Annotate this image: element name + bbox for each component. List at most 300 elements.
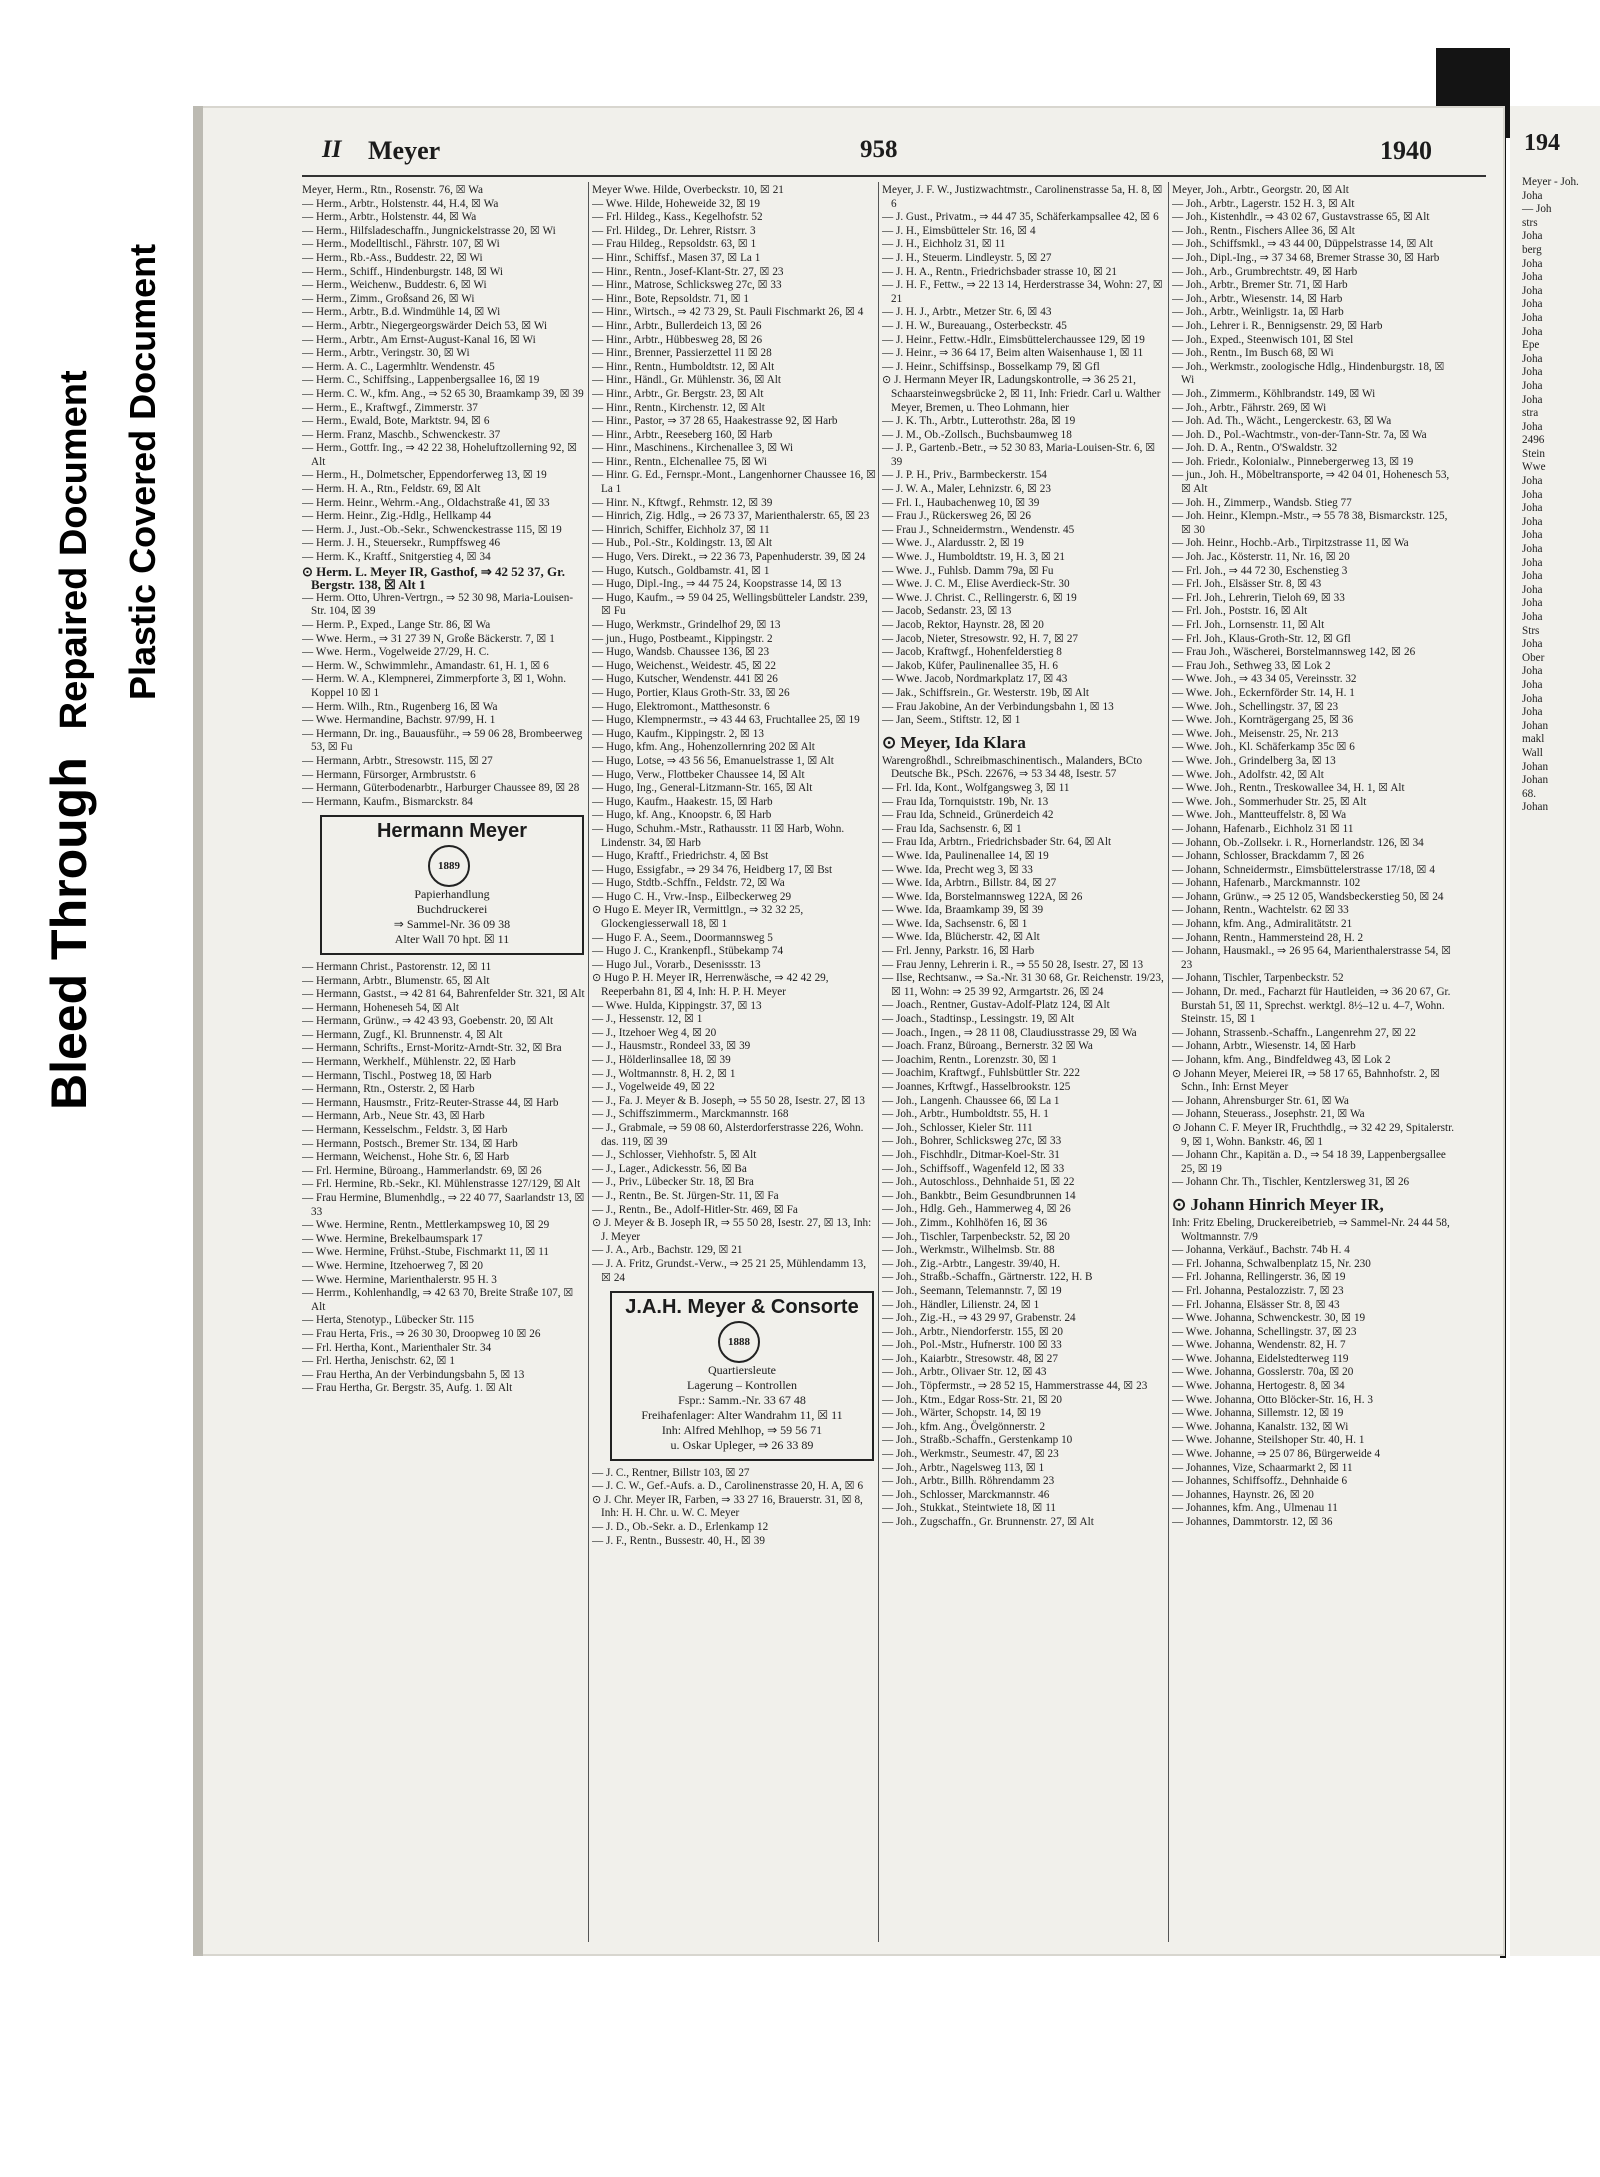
listing-entry: — Johann, Hafenarb., Eichholz 31 ☒ 11 [1172, 822, 1354, 835]
listing-entry: — Wwe. J., Alardusstr. 2, ☒ 19 [882, 537, 1024, 550]
header-rule [302, 175, 1486, 177]
listing-entry: — Wwe. Hermandine, Bachstr. 97/99, H. 1 [302, 714, 496, 727]
listing-entry: ⊙ J. Chr. Meyer IR, Farben, ⇒ 33 27 16, Brauerstr. 31, ☒ 8, Inh: H. H. Chr. u. W. C. Meyer [592, 1493, 863, 1520]
listing-entry: — Herm., Arbtr., Holstenstr. 44, ☒ Wa [302, 211, 477, 224]
listing-entry: — Joh., Ktm., Edgar Ross-Str. 21, ☒ 20 [882, 1393, 1063, 1406]
listing-entry: — Frl. I., Haubachenweg 10, ☒ 39 [882, 496, 1040, 509]
listing-entry: — Hermann, Arbtr., Blumenstr. 65, ☒ Alt [302, 974, 490, 987]
listing-entry: — Joachim, Kraftwgf., Fuhlsbüttler Str. 222 [882, 1067, 1080, 1080]
listing-entry: — Herrm., Kohlenhandlg, ⇒ 42 63 70, Breite Straße 107, ☒ Alt [302, 1287, 574, 1313]
listing-entry: — Wwe. J., Humboldtstr. 19, H. 3, ☒ 21 [882, 551, 1065, 564]
listing-entry: — Wwe. Joh., Kornträgergang 25, ☒ 36 [1172, 714, 1354, 727]
strip-line: Strs [1522, 624, 1540, 637]
listing-entry: — Joh., Schlosser, Marckmannstr. 46 [882, 1488, 1050, 1501]
listing-entry: — Frau Joh., Wäscherei, Borstelmannsweg 142, ☒ 26 [1172, 646, 1416, 659]
listing-entry: — Johann, Dr. med., Facharzt für Hautleiden, ⇒ 36 20 67, Gr. Burstah 51, ☒ 11, Sprechst. werktgl. 8½–12 u. 4–7, Wohn. Steinstr. 15, ☒ 1 [1172, 986, 1451, 1026]
bleed-text: Bleed Through [41, 757, 97, 1110]
listing-entry: — Wwe. Ida, Paulinenallee 14, ☒ 19 [882, 849, 1049, 862]
listing-entry: — Wwe. J. Christ. C., Rellingerstr. 6, ☒ 19 [882, 591, 1077, 604]
ad-seal: 1888 [718, 1321, 760, 1363]
listing-entry: — Herm. C. W., kfm. Ang., ⇒ 52 65 30, Braamkamp 39, ☒ 39 [302, 387, 584, 400]
listing-entry: — Wwe. Joh., Sommerhuder Str. 25, ☒ Alt [1172, 795, 1367, 808]
listing-entry: — Ilse, Rechtsanw., ⇒ Sa.-Nr. 31 30 68, Gr. Reichenstr. 19/23, ☒ 11, Wohn: ⇒ 25 39 92, Armgartstr. 26, ☒ 24 [882, 972, 1164, 998]
ad-name: Hermann Meyer [376, 820, 528, 843]
listing-entry: — Frau Ida, Schneid., Grünerdeich 42 [882, 809, 1054, 822]
ad-line: Buchdruckerei [416, 901, 488, 916]
listing-entry: — Joh., Töpfermstr., ⇒ 28 52 15, Hammerstrasse 44, ☒ 23 [882, 1380, 1148, 1393]
listing-entry: — Wwe. Joh., Adolfstr. 42, ☒ Alt [1172, 768, 1324, 781]
listing-entry: — Frl. Johanna, Pestalozzistr. 7, ☒ 23 [1172, 1284, 1344, 1297]
listing-entry: — Joh. Heinr., Klempn.-Mstr., ⇒ 55 78 38, Bismarckstr. 125, ☒ 30 [1172, 510, 1448, 536]
strip-line: stra [1522, 407, 1539, 420]
listing-entry: — J. Heinr., Schiffsinsp., Bosselkamp 79, ☒ Gfl [882, 360, 1100, 373]
listing-entry: — Herm. W. A., Klempnerei, Zimmerpforte 3, ☒ 1, Wohn. Koppel 10 ☒ 1 [302, 673, 567, 699]
listing-entry: — Wwe. Hermine, Itzehoerweg 7, ☒ 20 [302, 1259, 483, 1272]
listing-entry: — Johann, Hafenarb., Marckmannstr. 102 [1172, 877, 1361, 890]
strip-line: strs [1522, 216, 1538, 229]
listing-entry: — Joh., Arbtr., Wiesenstr. 14, ☒ Harb [1172, 292, 1343, 305]
listing-entry: ⊙ J. Meyer & B. Joseph IR, ⇒ 55 50 28, Isestr. 27, ☒ 13, Inh: J. Meyer [592, 1217, 872, 1243]
listing-entry: — Wwe. Joh., Rentn., Treskowallee 34, H. 1, ☒ Alt [1172, 782, 1405, 795]
strip-line: Joha [1522, 189, 1543, 202]
listing-entry: — Frl. Joh., Klaus-Groth-Str. 12, ☒ Gfl [1172, 632, 1351, 645]
listing-entry: — Joh., Arbtr., Nagelsweg 113, ☒ 1 [882, 1461, 1045, 1474]
listing-entry: — J., Fa. J. Meyer & B. Joseph, ⇒ 55 50 28, Isestr. 27, ☒ 13 [592, 1094, 865, 1107]
listing-entry: — Wwe. Joh., Grindelberg 3a, ☒ 13 [1172, 754, 1336, 767]
listing-entry: — Johann Chr., Kapitän a. D., ⇒ 54 18 39, Lappenbergsallee 25, ☒ 19 [1172, 1149, 1446, 1175]
listing-entry: — Johannes, kfm. Ang., Ulmenau 11 [1172, 1502, 1338, 1515]
column-1 [302, 184, 588, 1944]
listing-entry: — Johann, Schneidermstr., Eimsbüttelerstrasse 17/18, ☒ 4 [1172, 863, 1435, 876]
listing-entry: — Herm., Arbtr., Niegergeorgswärder Deich 53, ☒ Wi [302, 319, 548, 332]
ad-seal: 1889 [428, 845, 470, 887]
listing-entry: — Hermann, Weichenst., Hohe Str. 6, ☒ Harb [302, 1151, 510, 1164]
listing-entry: — Joh., Straßb.-Schaffn., Gärtnerstr. 122, H. B [882, 1271, 1093, 1284]
listing-entry: — Joh., Pol.-Mstr., Hufnerstr. 100 ☒ 33 [882, 1339, 1062, 1352]
listing-entry: — Hinr. G. Ed., Fernspr.-Mont., Langenhorner Chaussee 16, ☒ La 1 [592, 469, 877, 496]
listing-entry: — Johannes, Haynstr. 26, ☒ 20 [1172, 1488, 1314, 1501]
listing-entry: — Frau Hertha, Gr. Bergstr. 35, Aufg. 1. ☒ Alt [302, 1382, 513, 1395]
listing-entry: — Herm., Hilfsladeschaffn., Jungnickelstrasse 20, ☒ Wi [302, 224, 556, 237]
listing-entry: — Joh., Händler, Lilienstr. 24, ☒ 1 [882, 1298, 1040, 1311]
listing-entry: — Hinr., Arbtr., Gr. Bergstr. 23, ☒ Alt [592, 387, 764, 400]
listing-entry: — Joh., Schlosser, Kieler Str. 111 [882, 1121, 1033, 1134]
listing-entry: — Wwe. Joh., Meisenstr. 25, Nr. 213 [1172, 727, 1339, 740]
listing-entry: — Wwe. Johanna, Kanalstr. 132, ☒ Wi [1172, 1420, 1349, 1433]
listing-entry: — Frau Jakobine, An der Verbindungsbahn 1, ☒ 13 [882, 700, 1114, 713]
listing-entry: — Joh., Werkmstr., Wilhelmsb. Str. 88 [882, 1244, 1055, 1257]
next-page-strip [1510, 106, 1600, 1956]
ad-name: J.A.H. Meyer & Consorte [625, 1296, 859, 1319]
column-4 [1172, 184, 1458, 1944]
listing-entry: — Johann, kfm. Ang., Admiralitätstr. 21 [1172, 918, 1353, 931]
listing-entry: — Hugo, Klempnermstr., ⇒ 43 44 63, Fruchtallee 25, ☒ 19 [592, 714, 860, 727]
advertisement-box [320, 815, 584, 955]
listing-entry: — Hermann, Zugf., Kl. Brunnenstr. 4, ☒ Alt [302, 1028, 503, 1041]
listing-entry: ⊙ Herm. L. Meyer IR, Gasthof, ⇒ 42 52 37, Gr. Bergstr. 138, ☒ Alt 1 [302, 563, 565, 593]
listing-entry: — Johann, Schlosser, Brackdamm 7, ☒ 26 [1172, 850, 1364, 863]
listing-entry: — J., Vogelweide 49, ☒ 22 [592, 1081, 715, 1094]
listing-entry: — Hugo, Elektromont., Matthesonstr. 6 [592, 700, 770, 713]
strip-line: Wwe [1522, 461, 1546, 474]
listing-entry: — Frau Hermine, Blumenhdlg., ⇒ 22 40 77, Saarlandstr 13, ☒ 33 [302, 1192, 585, 1218]
strip-line: makl [1522, 733, 1545, 746]
listing-entry: — Joh. D. A., Rentn., O'Swaldstr. 32 [1172, 442, 1338, 455]
strip-line: Joha [1522, 502, 1543, 515]
listing-entry: — Jacob, Rektor, Haynstr. 28, ☒ 20 [882, 619, 1044, 631]
listing-entry: — Johann, Arbtr., Wiesenstr. 14, ☒ Harb [1172, 1040, 1356, 1053]
strip-line: 68. [1522, 787, 1536, 800]
listing-entry: — J. H., Eichholz 31, ☒ 11 [882, 238, 1006, 251]
listing-entry: — Hugo, Kutscher, Wendenstr. 441 ☒ 26 [592, 673, 778, 686]
listing-entry: — Hermann, Rtn., Osterstr. 2, ☒ Harb [302, 1083, 475, 1096]
listing-entry: — Herm., H., Dolmetscher, Eppendorferweg 13, ☒ 19 [302, 469, 547, 482]
listing-entry: — Frl. Joh., Elsässer Str. 8, ☒ 43 [1172, 578, 1322, 591]
listing-entry: — J. H. A., Rentn., Friedrichsbader strasse 10, ☒ 21 [882, 265, 1117, 278]
listing-entry: — Frl. Johanna, Rellingerstr. 36, ☒ 19 [1172, 1271, 1346, 1284]
listing-entry: — Frl. Hertha, Jenischstr. 62, ☒ 1 [302, 1355, 455, 1368]
listing-entry: — Hugo, Ing., General-Litzmann-Str. 165, ☒ Alt [592, 782, 813, 795]
listing-entry: — Joh., Rentn., Im Busch 68, ☒ Wi [1172, 347, 1334, 360]
listing-entry: — J. K. Th., Arbtr., Lutterothstr. 28a, ☒ 19 [882, 415, 1076, 428]
strip-line: Johan [1522, 719, 1549, 732]
listing-entry: — Hermann, Schrifts., Ernst-Moritz-Arndt-Str. 32, ☒ Bra [302, 1042, 562, 1055]
listing-entry: — J., Grabmale, ⇒ 59 08 60, Alsterdorferstrasse 226, Wohn. das. 119, ☒ 39 [592, 1121, 864, 1148]
listing-entry: — Wwe. Johanna, Eidelstedterweg 119 [1172, 1352, 1349, 1365]
advertisement-box [610, 1291, 874, 1461]
strip-line: — Joh [1522, 203, 1552, 216]
strip-line: Joha [1522, 257, 1543, 270]
listing-entry: — Herm. H. A., Rtn., Feldstr. 69, ☒ Alt [302, 483, 481, 496]
listing-entry: — Joh., Werkmstr., Seumestr. 47, ☒ 23 [882, 1448, 1059, 1461]
listing-entry: — Hugo Jul., Vorarb., Desenissstr. 13 [592, 958, 761, 971]
listing-entry: Warengroßhdl., Schreibmaschinentisch., Malanders, BCto Deutsche Bk., PSch. 22676, ⇒ 53 34 48, Isestr. 57 [882, 754, 1143, 781]
listing-entry: — Herm., Rb.-Ass., Buddestr. 22, ☒ Wi [302, 251, 483, 264]
listing-entry: — Herm., Schiff., Hindenburgstr. 148, ☒ Wi [302, 265, 503, 278]
listing-entry: — Hinr., Matrose, Schlicksweg 27c, ☒ 33 [592, 279, 782, 292]
listing-entry: — Wwe. Joh., Mantteuffelstr. 8, ☒ Wa [1172, 809, 1347, 822]
scan-binding-edge [193, 106, 203, 1956]
strip-line: Joha [1522, 325, 1543, 338]
listing-entry: — J. D., Ob.-Sekr. a. D., Erlenkamp 12 [592, 1521, 769, 1534]
listing-entry: — Hermann, Fürsorger, Armbruststr. 6 [302, 768, 476, 781]
ad-line: u. Oskar Upleger, ⇒ 26 33 89 [670, 1437, 814, 1452]
listing-entry: — J., Schlosser, Viehhofstr. 5, ☒ Alt [592, 1149, 757, 1162]
listing-entry: — Joh., Arbtr., Niendorferstr. 155, ☒ 20 [882, 1325, 1063, 1338]
listing-entry: — Wwe. J. C. M., Elise Averdieck-Str. 30 [882, 578, 1070, 591]
listing-entry: — Joh., Arb., Grumbrechtstr. 49, ☒ Harb [1172, 265, 1358, 278]
listing-entry: — Hermann, Hoheneseh 54, ☒ Alt [302, 1001, 459, 1014]
listing-entry: — Joh., Bankbtr., Beim Gesundbrunnen 14 [882, 1189, 1076, 1202]
strip-line: Joha [1522, 543, 1543, 556]
listing-entry: — Hinr., Pastor, ⇒ 37 28 65, Haakestrasse 92, ☒ Harb [592, 415, 838, 428]
ad-line: Papierhandlung [414, 886, 490, 901]
listing-entry: — Joh., Arbtr., Billh. Röhrendamm 23 [882, 1475, 1055, 1488]
listing-entry: — Hugo, Verw., Flottbeker Chaussee 14, ☒ Alt [592, 768, 805, 781]
listing-entry: Meyer Wwe. Hilde, Overbeckstr. 10, ☒ 21 [592, 184, 784, 196]
listing-entry: — Hugo, Essigfabr., ⇒ 29 34 76, Heidberg 17, ☒ Bst [592, 863, 833, 876]
column-divider [588, 182, 589, 1942]
listing-entry: — Hugo, Kaufm., Kippingstr. 2, ☒ 13 [592, 727, 764, 740]
strip-line: Ober [1522, 651, 1545, 664]
listing-entry: — Joh., Tischler, Tarpenbeckstr. 52, ☒ 20 [882, 1230, 1070, 1243]
listing-entry: — Joh., Hdlg. Geh., Hammerweg 4, ☒ 26 [882, 1203, 1071, 1216]
listing-entry: — Hermann, Kaufm., Bismarckstr. 84 [302, 795, 473, 808]
listing-entry: — Johann, kfm. Ang., Bindfeldweg 43, ☒ Lok 2 [1172, 1054, 1391, 1066]
listing-entry: — Hinr., Händl., Gr. Mühlenstr. 36, ☒ Alt [592, 374, 782, 387]
listing-entry: — Hermann, Arb., Neue Str. 43, ☒ Harb [302, 1110, 485, 1123]
listing-entry: — Hinr., Arbtr., Bullerdeich 13, ☒ 26 [592, 319, 762, 332]
listing-entry: — Wwe. Jacob, Nordmarkplatz 17, ☒ 43 [882, 673, 1068, 686]
listing-entry: — jun., Joh. H., Möbeltransporte, ⇒ 42 04 01, Hohenesch 53, ☒ Alt [1172, 469, 1450, 496]
listing-entry: — Frl. Hildeg., Dr. Lehrer, Ristsrr. 3 [592, 224, 756, 237]
listing-entry: — J., Hölderlinsallee 18, ☒ 39 [592, 1054, 731, 1066]
strip-line: Joha [1522, 678, 1543, 691]
listing-entry: — Joh., Arbtr., Fährstr. 269, ☒ Wi [1172, 401, 1327, 414]
listing-entry: — Joh., Arbtr., Weinligstr. 1a, ☒ Harb [1172, 306, 1344, 319]
listing-entry: — Hermann, Grünw., ⇒ 42 43 93, Goebenstr. 20, ☒ Alt [302, 1015, 554, 1028]
listing-entry: — Joh., Zig.-H., ⇒ 43 29 97, Grabenstr. 24 [882, 1312, 1076, 1325]
listing-entry: — Wwe. Johanne, ⇒ 25 07 86, Bürgerweide 4 [1172, 1448, 1381, 1461]
listing-entry: — Hinrich, Zig. Hdlg., ⇒ 26 73 37, Marienthalerstr. 65, ☒ 23 [592, 510, 870, 523]
listing-entry: — J. P. H., Priv., Barmbeckerstr. 154 [882, 469, 1047, 482]
listing-entry: — Herm. P., Exped., Lange Str. 86, ☒ Wa [302, 619, 491, 631]
listing-entry: — Hugo, Vers. Direkt., ⇒ 22 36 73, Papenhuderstr. 39, ☒ 24 [592, 551, 866, 564]
listing-entry: — Wwe. Joh., Schellingstr. 37, ☒ 23 [1172, 700, 1339, 713]
listing-entry: — J., Hausmstr., Rondeel 33, ☒ 39 [592, 1040, 751, 1053]
listing-entry: — Joh., Stukkat., Steintwiete 18, ☒ 11 [882, 1502, 1057, 1515]
listing-entry: — J. H. F., Fettw., ⇒ 22 13 14, Herderstrasse 34, Wohn: 27, ☒ 21 [882, 279, 1163, 305]
listing-entry: — J. F., Rentn., Bussestr. 40, H., ☒ 39 [592, 1534, 765, 1547]
listing-entry: — Frl. Joh., ⇒ 44 72 30, Eschenstieg 3 [1172, 564, 1348, 577]
listing-entry: Meyer, J. F. W., Justizwachtmstr., Carolinenstrasse 5a, H. 8, ☒ 6 [882, 184, 1163, 210]
listing-entry: — Joachim, Rentn., Lorenzstr. 30, ☒ 1 [882, 1053, 1058, 1066]
listing-entry: — J. A., Arb., Bachstr. 129, ☒ 21 [592, 1244, 743, 1257]
listing-entry: — J. M., Ob.-Zollsch., Buchsbaumweg 18 [882, 428, 1072, 441]
listing-entry: — Frau Ida, Tornquiststr. 19b, Nr. 13 [882, 795, 1049, 808]
listing-entry: — Joh., Autoschloss., Dehnhaide 51, ☒ 22 [882, 1176, 1075, 1189]
strip-line: Wall [1522, 746, 1543, 759]
listing-entry: — Herm. A. C., Lagermhltr. Wendenstr. 45 [302, 360, 495, 373]
listing-entry: — Wwe. Johanna, Hertogestr. 8, ☒ 34 [1172, 1380, 1345, 1393]
listing-entry: — Wwe. Hermine, Brekelbaumspark 17 [302, 1232, 483, 1245]
listing-entry: — J., Schiffszimmerm., Marckmannstr. 168 [592, 1108, 789, 1121]
ad-line: Inh: Alfred Mehlhop, ⇒ 59 56 71 [661, 1422, 823, 1437]
strip-line: Joha [1522, 284, 1543, 297]
listing-entry: — Herm. Heinr., Wehrm.-Ang., Oldachstraße 41, ☒ 33 [302, 496, 550, 509]
listing-entry: — Hinr., Rentn., Josef-Klant-Str. 27, ☒ 23 [592, 265, 784, 278]
listing-entry: — Wwe. Ida, Sachsenstr. 6, ☒ 1 [882, 917, 1028, 930]
listing-entry: — Hinr., Maschinens., Kirchenallee 3, ☒ Wi [592, 442, 794, 455]
listing-entry: — Frau J., Schneidermstrn., Wendenstr. 45 [882, 523, 1075, 536]
listing-entry: — Herm. Franz, Maschb., Schwenckestr. 37 [302, 428, 501, 441]
column-divider [1168, 182, 1169, 1942]
listing-entry: — Wwe. Ida, Precht weg 3, ☒ 33 [882, 863, 1033, 876]
listing-entry: — Johannes, Vize, Schaarmarkt 2, ☒ 11 [1172, 1461, 1353, 1474]
listing-entry: — Frau Hildeg., Repsoldstr. 63, ☒ 1 [592, 238, 757, 251]
listing-entry: — Herm. C., Schiffsing., Lappenbergsallee 16, ☒ 19 [302, 374, 540, 387]
listing-entry: — Hugo, kf. Ang., Knoopstr. 6, ☒ Harb [592, 809, 772, 822]
listing-entry: — Frl. Hermine, Rb.-Sekr., Kl. Mühlenstrasse 127/129, ☒ Alt [302, 1178, 581, 1191]
strip-line: Joha [1522, 230, 1543, 243]
listing-entry: — J. H. J., Arbtr., Metzer Str. 6, ☒ 43 [882, 306, 1052, 319]
listing-entry: — Hermann, Werkhelf., Mühlenstr. 22, ☒ Harb [302, 1056, 516, 1069]
strip-line: Joha [1522, 379, 1543, 392]
listing-entry: — Joh. Ad. Th., Wächt., Lengerckestr. 63, ☒ Wa [1172, 415, 1392, 428]
listing-entry: — J., Hessenstr. 12, ☒ 1 [592, 1013, 703, 1026]
strip-line: Joha [1522, 298, 1543, 311]
listing-entry: Inh: Fritz Ebeling, Druckereibetrieb, ⇒ Sammel-Nr. 24 44 58, Woltmannstr. 7/9 [1172, 1216, 1450, 1243]
listing-entry: — Wwe. Ida, Blücherstr. 42, ☒ Alt [882, 931, 1040, 944]
listing-entry: — Wwe. Ida, Braamkamp 39, ☒ 39 [882, 904, 1044, 917]
listing-entry: — Wwe. Johanna, Schwenckestr. 30, ☒ 19 [1172, 1312, 1366, 1325]
strip-line: Joha [1522, 638, 1543, 651]
listing-entry: — J. A. Fritz, Grundst.-Verw., ⇒ 25 21 25, Mühlendamm 13, ☒ 24 [592, 1257, 867, 1284]
listing-entry: ⊙ Johann C. F. Meyer IR, Fruchthdlg., ⇒ 32 42 29, Spitalerstr. 9, ☒ 1, Wohn. Bankstr. 46, ☒ 1 [1172, 1121, 1454, 1148]
listing-entry: — Johann, Ahrensburger Str. 61, ☒ Wa [1172, 1094, 1349, 1107]
listing-entry: — Hinr., Brenner, Passierzettel 11 ☒ 28 [592, 347, 772, 360]
listing-entry: — Wwe. Joh., Eckernförder Str. 14, H. 1 [1172, 686, 1355, 699]
ad-body [328, 845, 576, 947]
listing-entry: — Wwe. Johanna, Schellingstr. 37, ☒ 23 [1172, 1325, 1357, 1338]
listing-entry: — Herm., Arbtr., B.d. Windmühle 14, ☒ Wi [302, 306, 501, 319]
listing-entry: — Herm. J., Just.-Ob.-Sekr., Schwenckestrasse 115, ☒ 19 [302, 523, 562, 536]
listing-entry: — Johann, Ob.-Zollsekr. i. R., Hornerlandstr. 126, ☒ 34 [1172, 836, 1424, 849]
listing-entry: — Hugo, Werkmstr., Grindelhof 29, ☒ 13 [592, 619, 781, 631]
listing-entry: — J., Rentn., Be. St. Jürgen-Str. 11, ☒ Fa [592, 1189, 779, 1202]
listing-entry: — Herm., Arbtr., Am Ernst-August-Kanal 16, ☒ Wi [302, 333, 536, 346]
listing-entry: — Herta, Stenotyp., Lübecker Str. 115 [302, 1314, 475, 1327]
listing-entry: — Jacob, Kraftwgf., Hohenfelderstieg 8 [882, 646, 1062, 659]
listing-entry: — Joh., Rentn., Fischers Allee 36, ☒ Alt [1172, 224, 1355, 237]
header-name: Meyer [368, 136, 441, 165]
listing-entry: — Frl. Hertha, Kont., Marienthaler Str. 34 [302, 1341, 492, 1354]
next-page-year: 194 [1524, 130, 1560, 156]
listing-entry: — Herm. W., Schwimmlehr., Amandastr. 61, H. 1, ☒ 6 [302, 659, 549, 672]
listing-entry: — Joach., Stadtinsp., Lessingstr. 19, ☒ Alt [882, 1013, 1075, 1026]
listing-entry: — J. P., Gartenb.-Betr., ⇒ 52 30 83, Maria-Louisen-Str. 6, ☒ 39 [882, 442, 1156, 468]
listing-entry: — J., Itzehoer Weg 4, ☒ 20 [592, 1026, 717, 1039]
plastic-covered-label: Plastic Covered Document [122, 243, 163, 700]
listing-entry: — Hermann Christ., Pastorenstr. 12, ☒ 11 [302, 960, 492, 973]
listing-entry: — Hinr., Bote, Repsoldstr. 71, ☒ 1 [592, 292, 750, 305]
listing-entry: — Joh., Straßb.-Schaffn., Gerstenkamp 10 [882, 1434, 1073, 1447]
listing-entry: — Frau Ida, Sachsenstr. 6, ☒ 1 [882, 822, 1022, 835]
listing-entry: — Hinr. N., Kftwgf., Rehmstr. 12, ☒ 39 [592, 496, 773, 509]
listing-entry: — Hugo, Kaufm., ⇒ 59 04 25, Wellingsbütteler Landstr. 239, ☒ Fu [592, 591, 868, 618]
listing-entry: — Herm., Arbtr., Veringstr. 30, ☒ Wi [302, 347, 470, 360]
listing-entry: — Hugo J. C., Krankenpfl., Stübekamp 74 [592, 945, 784, 958]
listing-entry: — Hub., Pol.-Str., Koldingstr. 13, ☒ Alt [592, 537, 773, 550]
strip-line: Joha [1522, 271, 1543, 284]
ad-line: ⇒ Sammel-Nr. 36 09 38 [393, 916, 511, 931]
listing-entry: — Frl. Ida, Kont., Wolfgangsweg 3, ☒ 11 [882, 781, 1070, 794]
listing-entry: — Wwe. Hermine, Marienthalerstr. 95 H. 3 [302, 1273, 497, 1286]
listing-entry: — Joh. H., Zimmerp., Wandsb. Stieg 77 [1172, 496, 1352, 509]
listing-entry: — Joh., Arbtr., Bremer Str. 71, ☒ Harb [1172, 279, 1348, 292]
listing-entry: — Joh. D., Pol.-Wachtmstr., von-der-Tann-Str. 7a, ☒ Wa [1172, 428, 1427, 441]
listing-entry: — Wwe. Johanna, Gosslerstr. 70a, ☒ 20 [1172, 1366, 1354, 1379]
listing-entry: — J. C. W., Gef.-Aufs. a. D., Carolinenstrasse 20, H. A, ☒ 6 [592, 1480, 864, 1493]
listing-entry: — Hugo, Portier, Klaus Groth-Str. 33, ☒ 26 [592, 686, 790, 699]
listing-entry: — Frau Jenny, Lehrerin i. R., ⇒ 55 50 28, Isestr. 27, ☒ 13 [882, 958, 1144, 971]
strip-line: Meyer - Joh. [1522, 176, 1579, 188]
listing-entry: — Joh., Kaiarbtr., Stresowstr. 48, ☒ 27 [882, 1352, 1058, 1365]
listing-entry: — Herm. Heinr., Zig.-Hdlg., Hellkamp 44 [302, 510, 492, 523]
listing-entry: — Frl. Hildeg., Kass., Kegelhofstr. 52 [592, 211, 763, 224]
listing-entry: — Hermann, Kesselschm., Feldstr. 3, ☒ Harb [302, 1124, 508, 1137]
strip-line: Joha [1522, 420, 1543, 433]
column-3 [882, 184, 1168, 1944]
listing-entry: — Frl. Joh., Lehrerin, Tieloh 69, ☒ 33 [1172, 591, 1345, 604]
listing-entry: — Wwe. Johanna, Sillemstr. 12, ☒ 19 [1172, 1407, 1344, 1420]
listing-entry: — Hugo, Lotse, ⇒ 43 56 56, Emanuelstrasse 1, ☒ Alt [592, 754, 834, 767]
listing-entry: — Hermann, Tischl., Postweg 18, ☒ Harb [302, 1069, 492, 1082]
ad-body [618, 1321, 866, 1453]
strip-line: Stein [1522, 447, 1545, 460]
listing-entry: — Johann, Steuerass., Josephstr. 21, ☒ Wa [1172, 1108, 1365, 1121]
listing-entry: — Herm., Arbtr., Holstenstr. 44, H.4, ☒ Wa [302, 197, 499, 210]
listing-entry: — Wwe. Ida, Arbtrn., Billstr. 84, ☒ 27 [882, 877, 1057, 890]
listing-entry: — Wwe. Johanna, Wendenstr. 82, H. 7 [1172, 1339, 1346, 1352]
strip-line: Johan [1522, 774, 1549, 787]
listing-entry: — Jacob, Sedanstr. 23, ☒ 13 [882, 605, 1012, 618]
listing-entry: — Wwe. Hermine, Frühst.-Stube, Fischmarkt 11, ☒ 11 [302, 1246, 550, 1259]
listing-entry: — Hugo, Kaufm., Haakestr. 15, ☒ Harb [592, 795, 773, 808]
listing-entry: — Wwe. J., Fuhlsb. Damm 79a, ☒ Fu [882, 564, 1054, 577]
listing-entry: — Joh., kfm. Ang., Övelgönnerstr. 2 [882, 1420, 1046, 1433]
listing-entry: ⊙ Hugo P. H. Meyer IR, Herrenwäsche, ⇒ 42 42 29, Reeperbahn 81, ☒ 4, Inh: H. P. H. Meyer [592, 972, 829, 999]
listing-entry: — J. H. W., Bureauang., Osterbeckstr. 45 [882, 319, 1067, 332]
listing-entry: — Wwe. Herm., ⇒ 31 27 39 N, Große Bäckerstr. 7, ☒ 1 [302, 632, 555, 645]
listing-entry: — Wwe. Hermine, Rentn., Mettlerkampsweg 10, ☒ 29 [302, 1219, 550, 1232]
listing-entry: — Joh., Dipl.-Ing., ⇒ 37 34 68, Bremer Strasse 30, ☒ Harb [1172, 251, 1440, 264]
listing-entry: — Joh., Bohrer, Schlicksweg 27c, ☒ 33 [882, 1135, 1062, 1148]
listing-entry: — Herm., Gottfr. Ing., ⇒ 42 22 38, Hoheluftzollerning 92, ☒ Alt [302, 442, 578, 468]
listing-entry: — Johann, Rentn., Wachtelstr. 62 ☒ 33 [1172, 904, 1349, 917]
column-divider [878, 182, 879, 1942]
listing-entry: — Herm., Modelltischl., Fährstr. 107, ☒ Wi [302, 238, 500, 251]
listing-entry: — Hermann, Dr. ing., Bauausführ., ⇒ 59 06 28, Brombeerweg 53, ☒ Fu [302, 727, 583, 754]
listing-entry: ⊙ J. Hermann Meyer IR, Ladungskontrolle, ⇒ 36 25 21, Schaarsteinwegsbrücke 2, ☒ 11, Inh: Friedr. Carl u. Walther Meyer, Bremen, u. Theo Lohmann, hier [882, 374, 1161, 414]
repaired-text: Repaired Document [53, 370, 95, 730]
listing-entry: — Herm. Otto, Uhren-Vertrgn., ⇒ 52 30 98, Maria-Louisen-Str. 104, ☒ 39 [302, 591, 574, 618]
listing-entry: — Wwe. Hilde, Hoheweide 32, ☒ 19 [592, 197, 760, 210]
listing-entry: — Hinr., Wirtsch., ⇒ 42 73 29, St. Pauli Fischmarkt 26, ☒ 4 [592, 306, 864, 319]
listing-entry: — Herm., E., Kraftwgf., Zimmerstr. 37 [302, 401, 478, 414]
listing-entry: — Joh., Zugschaffn., Gr. Brunnenstr. 27, ☒ Alt [882, 1516, 1094, 1528]
listing-entry: — J. C., Rentner, Billstr 103, ☒ 27 [592, 1466, 750, 1479]
strip-line: Joha [1522, 475, 1543, 488]
listing-entry: — Joh., Arbtr., Olivaer Str. 12, ☒ 43 [882, 1366, 1047, 1379]
listing-entry: — Hermann, Postsch., Bremer Str. 134, ☒ Harb [302, 1137, 518, 1150]
listing-entry: — Frau J., Rückersweg 26, ☒ 26 [882, 510, 1031, 523]
listing-entry: — J. Gust., Privatm., ⇒ 44 47 35, Schäferkampsallee 42, ☒ 6 [882, 211, 1159, 224]
listing-entry: — Joh., Arbtr., Lagerstr. 152 H. 3, ☒ Alt [1172, 197, 1355, 210]
strip-line: Joha [1522, 352, 1543, 365]
next-page-lines [1522, 176, 1600, 815]
listing-entry: — Johann, Strassenb.-Schaffn., Langenrehm 27, ☒ 22 [1172, 1026, 1416, 1039]
listing-entry: ⊙ Johann Meyer, Meierei IR, ⇒ 58 17 65, Bahnhofstr. 2, ☒ Schn., Inh: Ernst Meyer [1172, 1067, 1441, 1094]
listing-entry: — Hugo, Wandsb. Chaussee 136, ☒ 23 [592, 646, 770, 659]
listing-entry: — Joach., Rentner, Gustav-Adolf-Platz 124, ☒ Alt [882, 999, 1110, 1012]
listing-entry: — Frau Joh., Sethweg 33, ☒ Lok 2 [1172, 659, 1331, 672]
listing-entry: — J., Priv., Lübecker Str. 18, ☒ Bra [592, 1176, 754, 1189]
page-header [230, 136, 1490, 174]
listing-entry: — Hinr., Rentn., Kirchenstr. 12, ☒ Alt [592, 401, 765, 414]
listing-entry: — Hermann, Güterbodenarbtr., Harburger Chaussee 89, ☒ 28 [302, 782, 580, 795]
listing-entry: — Hermann, Hausmstr., Fritz-Reuter-Strasse 44, ☒ Harb [302, 1096, 559, 1109]
